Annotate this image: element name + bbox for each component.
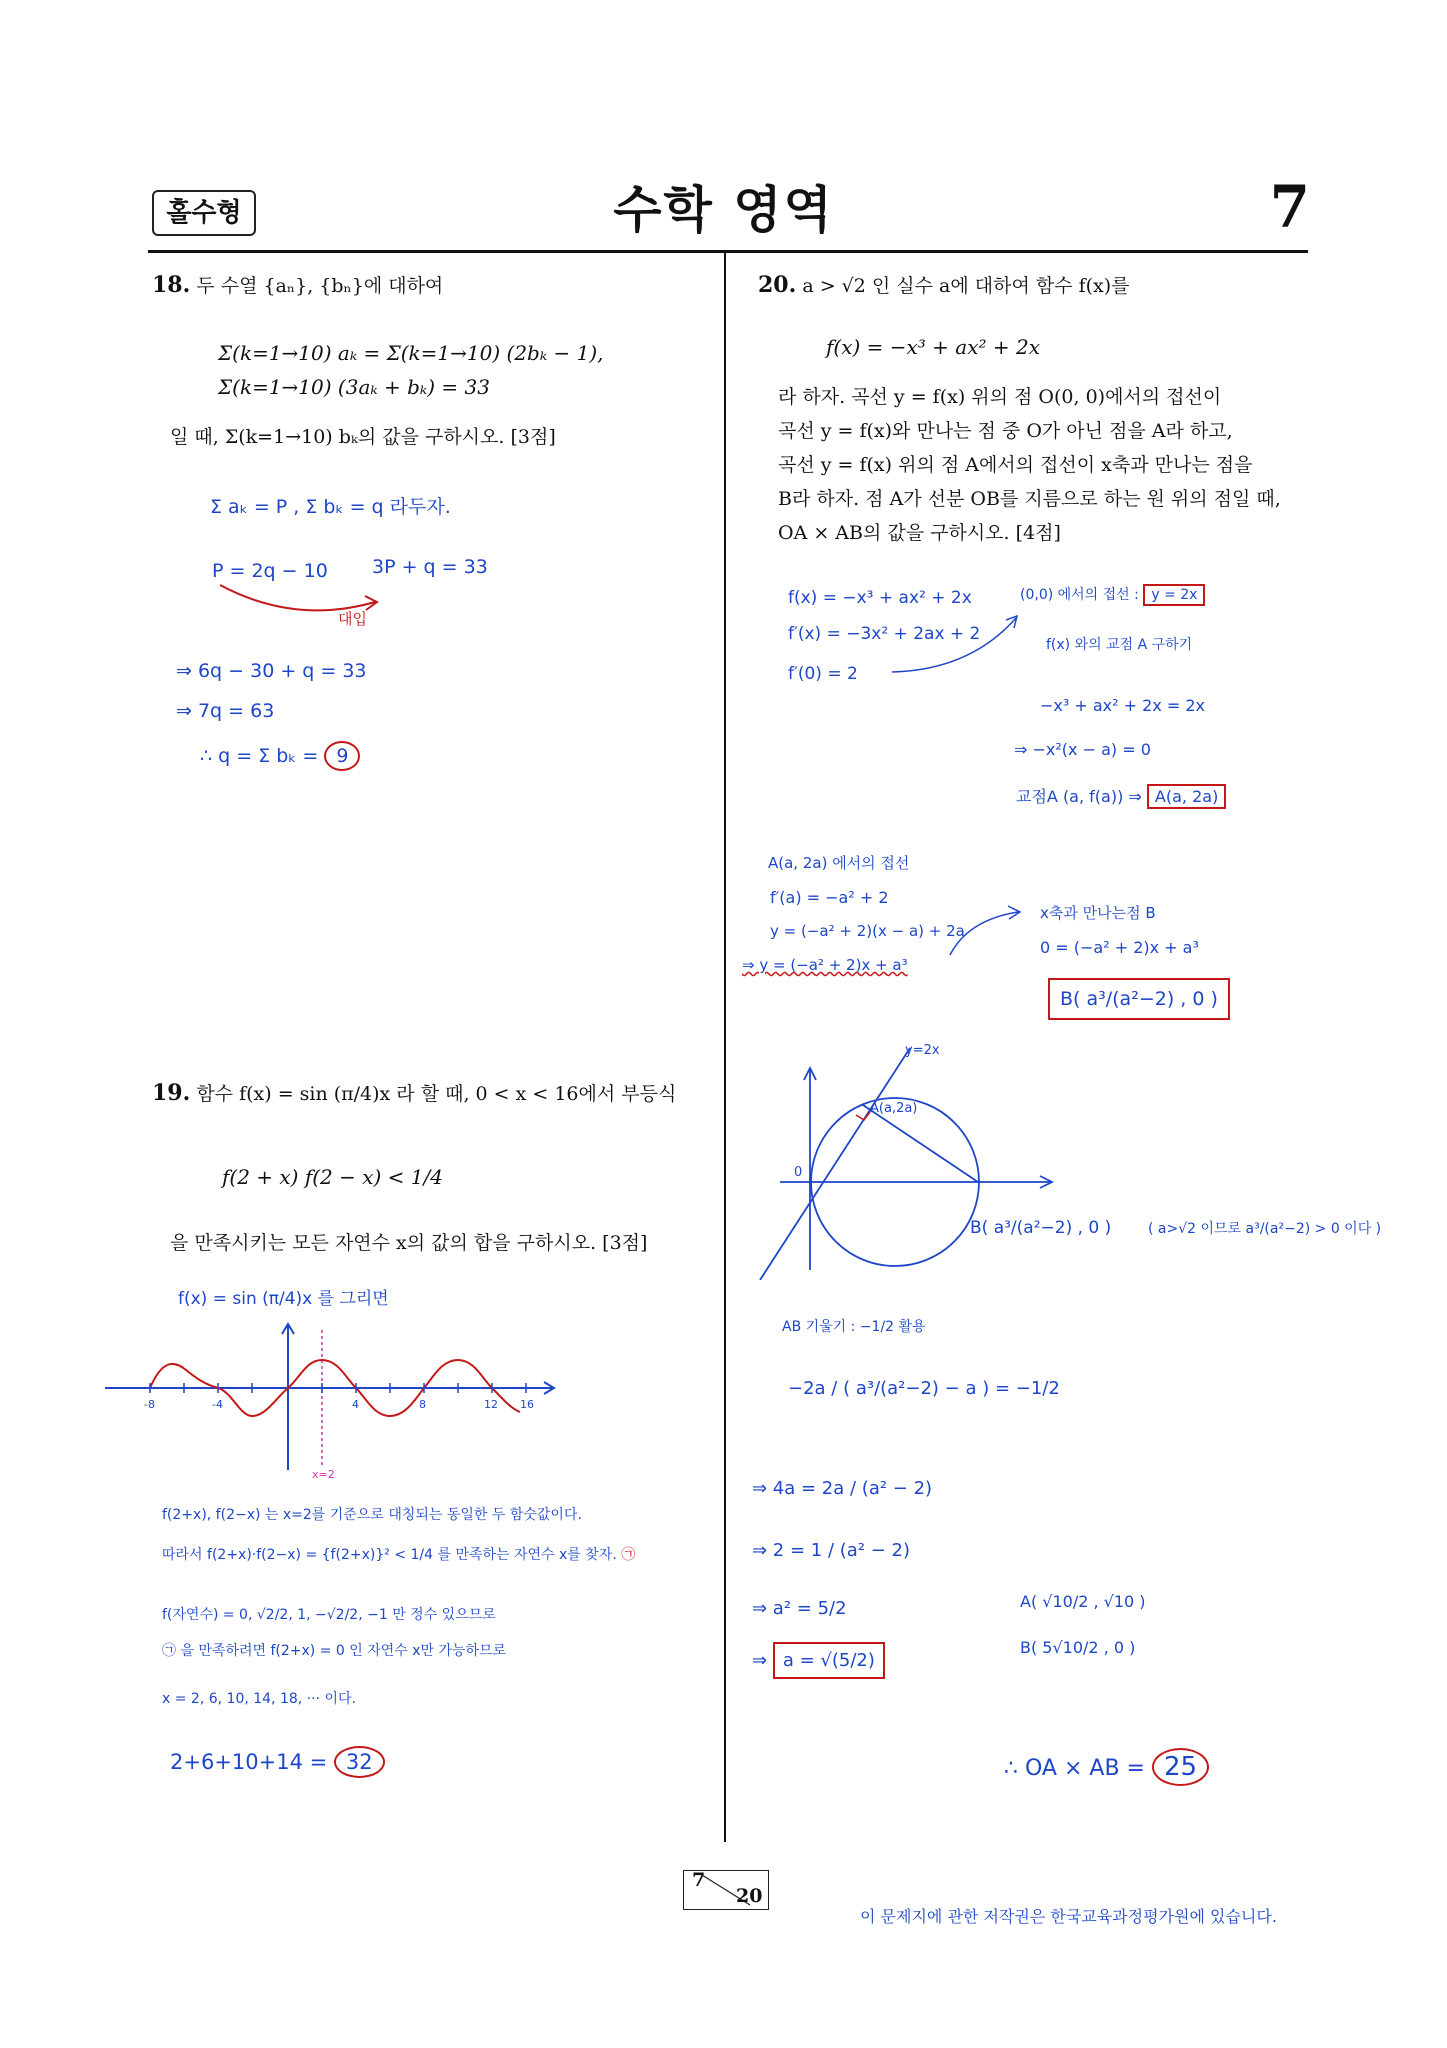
page-number: 7 <box>1269 173 1310 241</box>
q20-hw-note: ( a>√2 이므로 a³/(a²−2) > 0 이다 ) <box>1148 1221 1382 1237</box>
q20-hw-A-val: A( √10/2 , √10 ) <box>1020 1592 1146 1611</box>
q20-hw-tanA-title: A(a, 2a) 에서의 접선 <box>768 854 910 872</box>
q19-hw-line5: x = 2, 6, 10, 14, 18, ··· 이다. <box>162 1691 356 1707</box>
q20-hw-fpa: f′(a) = −a² + 2 <box>770 888 889 907</box>
q18-intro: 18. 두 수열 {aₙ}, {bₙ}에 대하여 <box>152 272 444 298</box>
q20-intro: 20. a > √2 인 실수 a에 대하여 함수 f(x)를 <box>758 272 1130 298</box>
page-total: 20 <box>736 1885 763 1907</box>
q18-hw-sub: 대입 <box>338 610 367 628</box>
header-rule <box>148 250 1308 253</box>
diagram-line-y2x <box>760 1048 910 1280</box>
diagram-segment-AB <box>863 1105 978 1182</box>
q19-hw-line1: f(2+x), f(2−x) 는 x=2를 기준으로 대칭되는 동일한 두 함숫값이다. <box>162 1507 582 1523</box>
q20-hw-tanA-eq: y = (−a² + 2)(x − a) + 2a <box>770 922 965 940</box>
q20-hw-pointA: 교점A (a, f(a)) ⇒ A(a, 2a) <box>1016 784 1226 807</box>
diagram-label-A: A(a,2a) <box>870 1101 918 1116</box>
q19-graph-caption: f(x) = sin (π/4)x 를 그리면 <box>178 1289 389 1309</box>
q18-question: 일 때, Σ(k=1→10) bₖ의 값을 구하시오. [3점] <box>170 426 556 448</box>
q20-hw-fp: f′(x) = −3x² + 2ax + 2 <box>788 624 981 644</box>
q20-tangent-box: y = 2x <box>1143 584 1205 606</box>
q19-hw-line2: 따라서 f(2+x)·f(2−x) = {f(2+x)}² < 1/4 를 만족하는 자연수 x를 찾자. ㉠ <box>162 1547 636 1563</box>
q20-arrow-1 <box>890 610 1030 680</box>
q20-diagram <box>750 1040 1090 1280</box>
q20-pointA-box: A(a, 2a) <box>1147 784 1226 809</box>
q20-hw-eq1: −x³ + ax² + 2x = 2x <box>1040 696 1206 715</box>
exam-type-badge: 홀수형 <box>152 190 256 236</box>
q19-inequality: f(2 + x) f(2 − x) < 1/4 <box>222 1165 443 1189</box>
x2-marker-label: x=2 <box>312 1468 335 1480</box>
q20-pointB-box: B( a³/(a²−2) , 0 ) <box>1048 978 1230 1020</box>
q20-hw-xaxis-eq: 0 = (−a² + 2)x + a³ <box>1040 938 1199 957</box>
q20-arrow-2 <box>948 900 1028 960</box>
q19-hw-line3: f(자연수) = 0, √2/2, 1, −√2/2, −1 만 정수 있으므로 <box>162 1607 496 1623</box>
q20-hw-s2: ⇒ 2 = 1 / (a² − 2) <box>752 1540 911 1561</box>
q18-hw-line1: Σ aₖ = P , Σ bₖ = q 라두자. <box>210 496 451 518</box>
q20-body: 라 하자. 곡선 y = f(x) 위의 점 O(0, 0)에서의 접선이 곡선 y = f(x)와 만나는 점 중 O가 아닌 점을 A라 하고, 곡선 y = f(x) 위의 점 A에서의 접선이 x축과 만나는 점을 B라 하자. 점 A가 선분 OB를 지름으로 하는 원 위의 점일 때, OA × AB의 값을 구하시오. [4점] <box>778 386 1281 544</box>
diagram-label-O: 0 <box>794 1165 803 1180</box>
page-title: 수학 영역 <box>613 181 834 239</box>
q20-diagram-label-B: B( a³/(a²−2) , 0 ) <box>970 1218 1112 1238</box>
q20-hw-s4: ⇒ a = √(5/2) <box>752 1650 885 1671</box>
q20-hw-final: ∴ OA × AB = 25 <box>1004 1752 1209 1782</box>
q19-hw-line4: ㉠ 을 만족하려면 f(2+x) = 0 인 자연수 x만 가능하므로 <box>162 1643 507 1659</box>
q20-a-box: a = √(5/2) <box>773 1642 885 1679</box>
q19-answer: 32 <box>334 1746 385 1778</box>
q19-sine-graph <box>100 1320 560 1480</box>
q20-hw-B-val: B( 5√10/2 , 0 ) <box>1020 1638 1136 1657</box>
q18-condition: Σ(k=1→10) aₖ = Σ(k=1→10) (2bₖ − 1), Σ(k=1→10) (3aₖ + bₖ) = 33 <box>218 341 604 399</box>
tick-label-neg8: -8 <box>144 1398 155 1411</box>
q18-hw-line2b: 3P + q = 33 <box>372 556 488 578</box>
q20-hw-fp0: f′(0) = 2 <box>788 664 858 684</box>
q20-hw-slope-title: AB 기울기 : −1/2 활용 <box>782 1319 926 1335</box>
q20-hw-s3: ⇒ a² = 5/2 <box>752 1598 847 1619</box>
q20-answer: 25 <box>1152 1748 1209 1786</box>
q20-hw-s1: ⇒ 4a = 2a / (a² − 2) <box>752 1478 933 1499</box>
q20-hw-eq2: ⇒ −x²(x − a) = 0 <box>1014 740 1151 759</box>
q18-answer: 9 <box>324 741 360 771</box>
tick-label-4: 4 <box>352 1398 359 1411</box>
q20-function: f(x) = −x³ + ax² + 2x <box>826 335 1040 359</box>
tick-label-8: 8 <box>419 1398 426 1411</box>
page-indicator <box>683 1870 769 1910</box>
q19-intro: 19. 함수 f(x) = sin (π/4)x 라 할 때, 0 < x < 16에서 부등식 <box>152 1080 677 1106</box>
q20-hw-find-A: f(x) 와의 교점 A 구하기 <box>1046 637 1193 653</box>
diagram-label-line: y=2x <box>905 1043 940 1058</box>
q19-mark: ㉠ <box>621 1547 636 1563</box>
q20-hw-slope-eq: −2a / ( a³/(a²−2) − a ) = −1/2 <box>788 1378 1060 1399</box>
q20-hw-f: f(x) = −x³ + ax² + 2x <box>788 588 972 608</box>
column-divider <box>724 252 726 1842</box>
q20-hw-tanA-simpl: ⇒ y = (−a² + 2)x + a³ <box>742 956 908 974</box>
q18-hw-line4: ⇒ 7q = 63 <box>176 700 275 722</box>
copyright-notice: 이 문제지에 관한 저작권은 한국교육과정평가원에 있습니다. <box>860 1907 1277 1926</box>
q19-hw-sum: 2+6+10+14 = 32 <box>170 1750 385 1774</box>
q20-hw-tangent: (0,0) 에서의 접선 : y = 2x <box>1020 584 1205 604</box>
tick-label-12: 12 <box>484 1398 498 1411</box>
page-current: 7 <box>692 1869 706 1891</box>
q20-hw-xaxis-title: x축과 만나는점 B <box>1040 904 1156 922</box>
q19-question: 을 만족시키는 모든 자연수 x의 값의 합을 구하시오. [3점] <box>170 1232 648 1254</box>
tick-label-neg4: -4 <box>212 1398 223 1411</box>
tick-label-16: 16 <box>520 1398 534 1411</box>
q18-hw-line5: ∴ q = Σ bₖ = 9 <box>200 745 360 767</box>
q18-hw-line2a: P = 2q − 10 <box>212 560 328 582</box>
q18-hw-line3: ⇒ 6q − 30 + q = 33 <box>176 660 367 682</box>
